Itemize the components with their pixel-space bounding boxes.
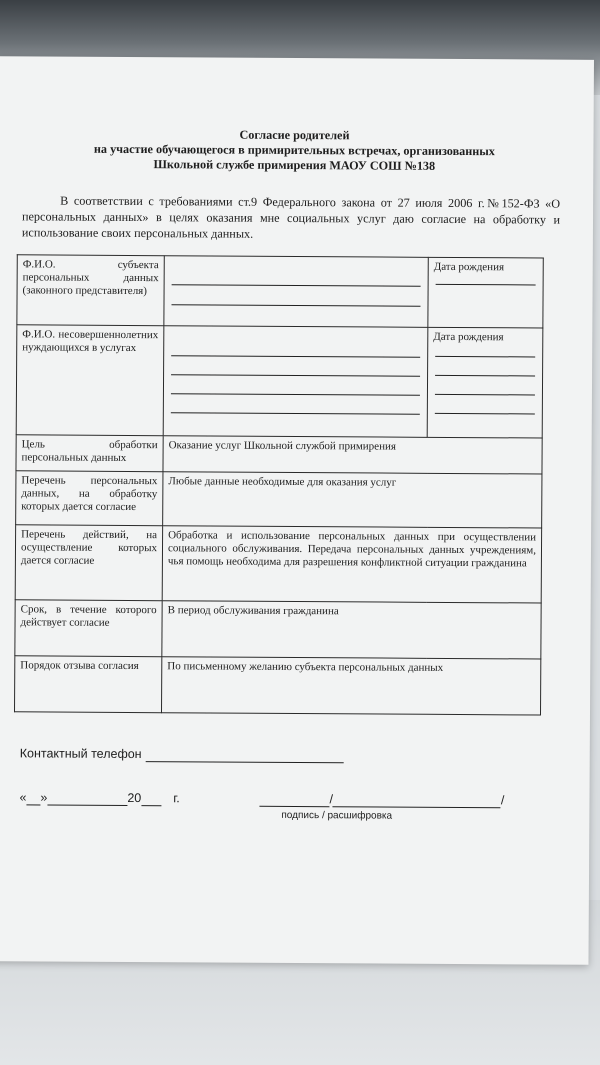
consent-table (14, 254, 544, 715)
data-list-value: Любые данные необходимые для оказания услуг (163, 472, 542, 528)
form-subtitle-school: Школьной службе примирения МАОУ СОШ №138 (153, 157, 436, 173)
subject-name-field[interactable] (164, 256, 428, 328)
actions-label: Перечень действий, на осуществление которых дается согласие (15, 525, 162, 601)
table-row-purpose (16, 435, 542, 474)
signature-field[interactable] (259, 792, 329, 807)
minors-birthdate-line-1[interactable] (435, 356, 535, 358)
date-day-field[interactable] (26, 790, 40, 805)
table-row-minors (16, 325, 543, 438)
subject-name-label: Ф.И.О. субъекта персональных данных (законного представителя) (17, 255, 164, 326)
form-subtitle: на участие обучающегося в примирительных встречах, организованных (93, 141, 495, 159)
subject-name-line-1[interactable] (172, 284, 421, 287)
subject-birthdate-line[interactable] (436, 284, 536, 286)
actions-value: Обработка и использование персональных данных при осуществлении социального обслуживания. Передача персональных данных учреждениям, чья помощь необходима для разрешения конфликтной ситуации гражданина (162, 526, 541, 603)
minors-name-line-2[interactable] (171, 374, 420, 377)
minors-birthdate-line-3[interactable] (435, 394, 535, 396)
minors-name-line-1[interactable] (171, 355, 420, 358)
date-year-suffix: г. (173, 791, 180, 806)
signature-row (259, 792, 504, 808)
purpose-value: Оказание услуг Школьной службой примирения (163, 436, 542, 474)
subject-name-line-2[interactable] (171, 304, 420, 307)
table-row-actions (15, 525, 541, 603)
subject-birthdate-cell[interactable] (428, 257, 543, 328)
revocation-label: Порядок отзыва согласия (15, 656, 162, 713)
form-header (0, 126, 594, 175)
minors-name-label: Ф.И.О. несовершеннолетних нуждающихся в услугах (16, 325, 164, 436)
minors-name-line-3[interactable] (171, 393, 420, 396)
data-list-label: Перечень персональных данных, на обработку которых дается согласие (16, 471, 163, 526)
purpose-label: Цель обработки персональных данных (16, 435, 163, 472)
term-value: В период обслуживания гражданина (162, 601, 541, 659)
contact-phone-label: Контактный телефон (19, 746, 142, 762)
contact-phone-row (20, 746, 344, 763)
signature-caption: подпись / расшифровка (281, 809, 393, 822)
table-row-term (15, 600, 541, 659)
date-close-quote: » (40, 790, 48, 805)
contact-phone-field[interactable] (146, 747, 344, 763)
minors-name-line-4[interactable] (171, 412, 420, 415)
minors-name-field[interactable] (163, 326, 428, 438)
minors-birthdate-label: Дата рождения (433, 330, 504, 344)
date-year-field[interactable] (141, 791, 161, 806)
date-row (19, 790, 179, 806)
signature-transcript-field[interactable] (333, 792, 501, 808)
signature-separator: / (329, 792, 333, 807)
intro-paragraph: В соответствии с требованиями ст.9 Федерального закона от 27 июля 2006 г.№152-ФЗ «О персональных данных» в целях оказания мне социальных услуг даю согласие на обработку и использование своих персональных данных. (21, 193, 561, 241)
subject-birthdate-label: Дата рождения (433, 260, 505, 274)
table-row-data-list (16, 471, 542, 528)
term-label: Срок, в течение которого действует согласие (15, 600, 162, 657)
table-row-revocation (15, 656, 541, 715)
minors-birthdate-cell[interactable] (427, 327, 543, 438)
minors-birthdate-line-4[interactable] (435, 413, 535, 415)
consent-form-sheet (0, 56, 594, 965)
revocation-value: По письменному желанию субъекта персональных данных (161, 657, 540, 715)
date-open-quote: « (19, 790, 27, 805)
signature-end-slash: / (500, 793, 505, 808)
table-row-subject (17, 255, 543, 328)
form-title: Согласие родителей (239, 127, 350, 143)
date-year-prefix: 20 (127, 790, 142, 806)
minors-birthdate-line-2[interactable] (435, 375, 535, 377)
date-month-field[interactable] (47, 791, 127, 806)
